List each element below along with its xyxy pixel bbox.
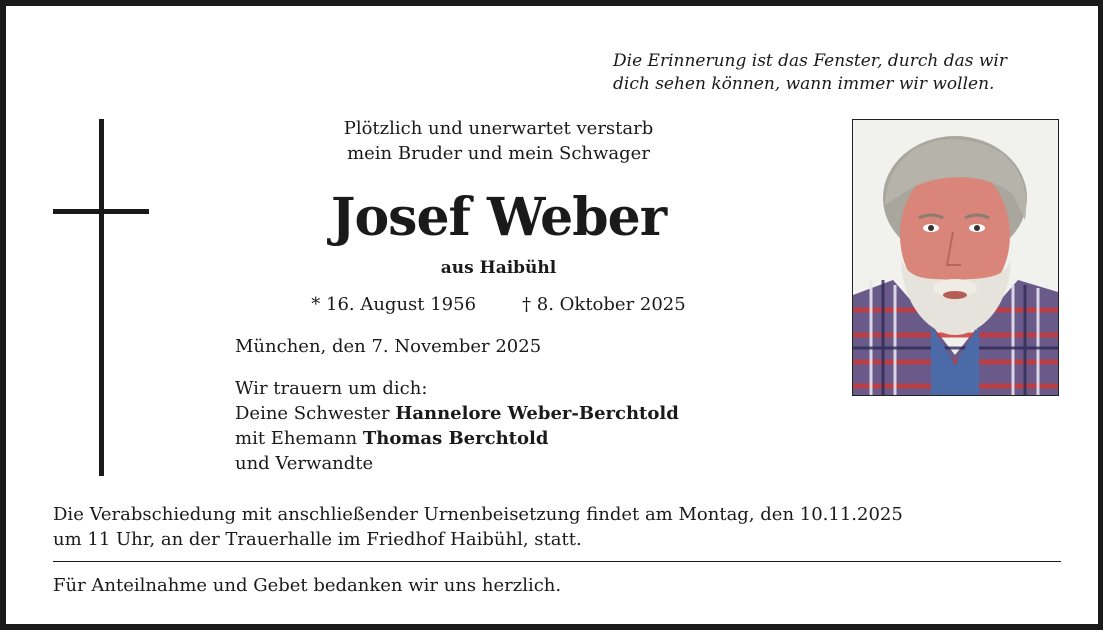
mourner-relatives: und Verwandte	[235, 453, 374, 474]
portrait-illustration	[853, 120, 1058, 395]
service-line-1: Die Verabschiedung mit anschließender Urnenbeisetzung findet am Montag, den 10.11.2025	[53, 504, 903, 525]
divider	[53, 561, 1061, 562]
mourners-list	[235, 376, 679, 476]
intro-line-1: Plötzlich und unerwartet verstarb	[343, 118, 654, 139]
life-dates	[236, 292, 761, 317]
husband-name: Thomas Berchtold	[362, 428, 549, 449]
portrait-photo	[852, 119, 1059, 396]
intro-text	[236, 116, 761, 166]
mourner-husband: mit Ehemann Thomas Berchtold	[235, 428, 549, 449]
service-info	[53, 502, 903, 552]
cross-horizontal-bar	[53, 209, 149, 214]
deceased-name: Josef Weber	[330, 187, 667, 248]
memorial-quote	[613, 50, 1007, 96]
place-and-date: München, den 7. November 2025	[235, 336, 542, 357]
sister-name: Hannelore Weber-Berchtold	[395, 403, 679, 424]
deceased-origin: aus Haibühl	[440, 258, 557, 278]
birth-date: * 16. August 1956	[311, 294, 477, 315]
death-date: † 8. Oktober 2025	[522, 294, 686, 315]
thanks-note: Für Anteilnahme und Gebet bedanken wir uns herzlich.	[53, 575, 562, 596]
quote-line-1: Die Erinnerung ist das Fenster, durch das wir	[613, 51, 1007, 71]
cross-vertical-bar	[99, 119, 104, 476]
mourners-heading: Wir trauern um dich:	[235, 378, 428, 399]
mourner-sister: Deine Schwester Hannelore Weber-Berchtold	[235, 403, 679, 424]
service-line-2: um 11 Uhr, an der Trauerhalle im Friedhof Haibühl, statt.	[53, 529, 582, 550]
quote-line-2: dich sehen können, wann immer wir wollen.	[613, 74, 995, 94]
intro-line-2: mein Bruder und mein Schwager	[347, 143, 650, 164]
